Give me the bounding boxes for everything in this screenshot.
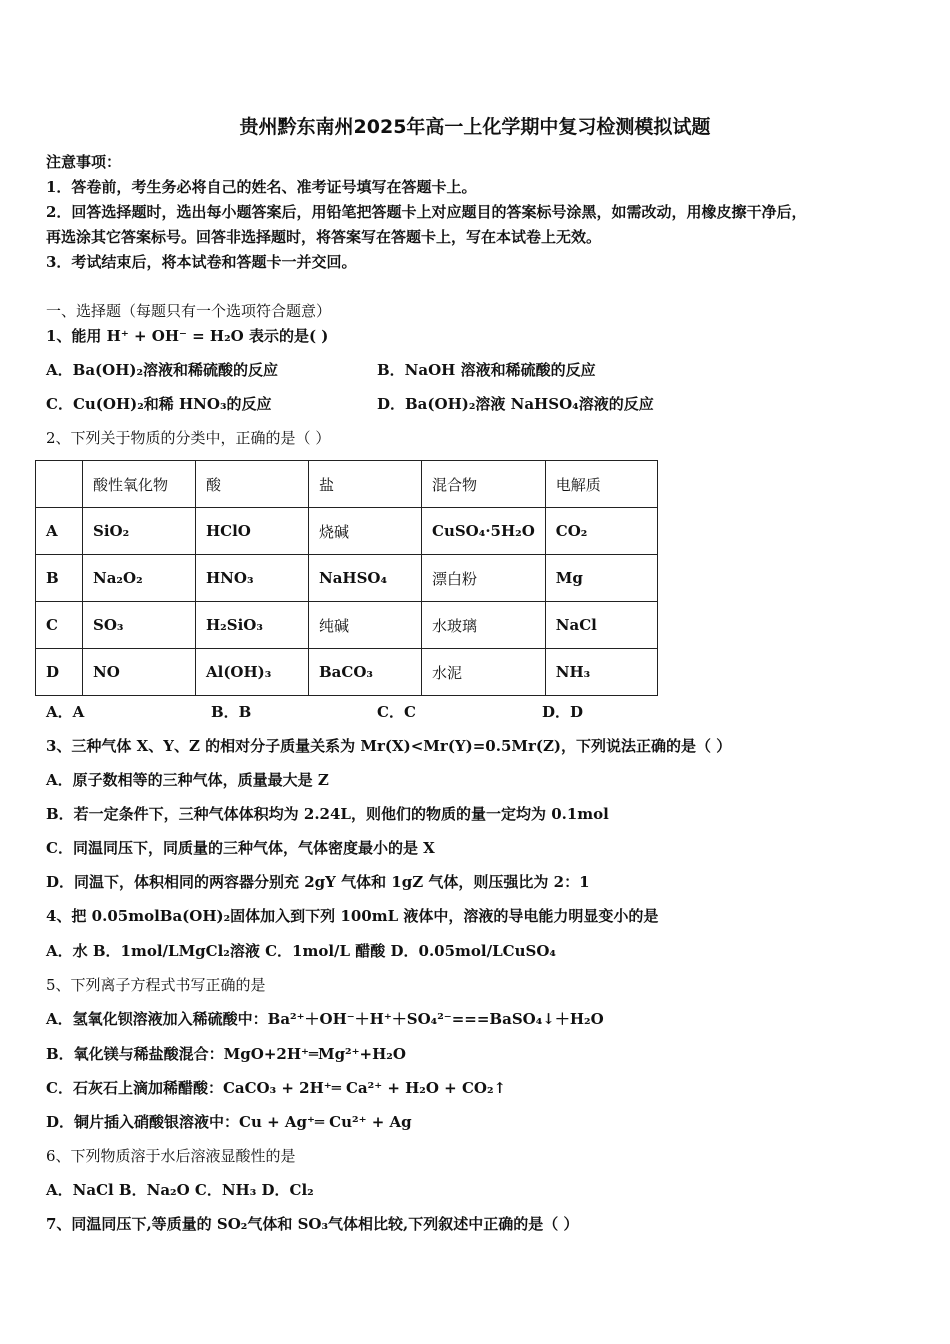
table-cell: H₂SiO₃ <box>196 602 309 649</box>
table-row <box>36 555 658 602</box>
question-6-stem: 6、下列物质溶于水后溶液显酸性的是 <box>46 1147 296 1165</box>
classification-table <box>35 460 658 696</box>
table-header-cell: 酸性氧化物 <box>83 461 196 508</box>
table-row <box>36 508 658 555</box>
table-header-cell <box>36 461 83 508</box>
question-1-text: 1、能用 H⁺ + OH⁻ = H₂O 表示的是( ) <box>46 327 329 345</box>
notice-item-2-line-2: 再选涂其它答案标号。回答非选择题时，将答案写在答题卡上，写在本试卷上无效。 <box>46 228 602 246</box>
question-1-option-a: A．Ba(OH)₂溶液和稀硫酸的反应 <box>46 361 279 379</box>
table-cell: SiO₂ <box>83 508 196 555</box>
table-header-cell: 酸 <box>196 461 309 508</box>
question-5-option-c: C．石灰石上滴加稀醋酸：CaCO₃ + 2H⁺═ Ca²⁺ + H₂O + CO₂↑ <box>46 1079 507 1097</box>
question-4-options: A．水 B．1mol/LMgCl₂溶液 C．1mol/L 醋酸 D．0.05mol/LCuSO₄ <box>46 942 556 960</box>
question-5-option-a: A．氢氧化钡溶液加入稀硫酸中：Ba²⁺＋OH⁻＋H⁺＋SO₄²⁻===BaSO₄↓＋H₂O <box>46 1010 604 1028</box>
table-cell: Mg <box>545 555 657 602</box>
table-cell: CuSO₄·5H₂O <box>422 508 546 555</box>
table-cell: 漂白粉 <box>422 555 546 602</box>
question-5-stem: 5、下列离子方程式书写正确的是 <box>46 976 266 994</box>
question-5-option-d: D．铜片插入硝酸银溶液中：Cu + Ag⁺═ Cu²⁺ + Ag <box>46 1113 412 1131</box>
section-heading: 一、选择题（每题只有一个选项符合题意） <box>46 302 332 320</box>
table-header-cell: 电解质 <box>545 461 657 508</box>
question-3-option-c: C．同温同压下，同质量的三种气体，气体密度最小的是 X <box>46 839 435 857</box>
table-header-cell: 盐 <box>309 461 422 508</box>
table-cell: Al(OH)₃ <box>196 649 309 696</box>
table-cell: 水玻璃 <box>422 602 546 649</box>
page-title: 贵州黔东南州2025年高一上化学期中复习检测模拟试题 <box>239 116 711 138</box>
table-cell: SO₃ <box>83 602 196 649</box>
question-1-option-d: D．Ba(OH)₂溶液 NaHSO₄溶液的反应 <box>377 395 654 413</box>
question-2-option-b: B．B <box>211 703 252 721</box>
table-cell: NaHSO₄ <box>309 555 422 602</box>
question-5-option-b: B．氧化镁与稀盐酸混合：MgO+2H⁺═Mg²⁺+H₂O <box>46 1045 406 1063</box>
table-cell: NaCl <box>545 602 657 649</box>
notice-item-3: 3．考试结束后，将本试卷和答题卡一并交回。 <box>46 253 357 271</box>
table-cell: B <box>36 555 83 602</box>
table-cell: D <box>36 649 83 696</box>
table-cell: 纯碱 <box>309 602 422 649</box>
table-cell: C <box>36 602 83 649</box>
question-1-option-b: B．NaOH 溶液和稀硫酸的反应 <box>377 361 596 379</box>
table-row <box>36 649 658 696</box>
question-2-stem: 2、下列关于物质的分类中，正确的是（ ） <box>46 429 331 447</box>
table-cell: HNO₃ <box>196 555 309 602</box>
table-cell: 水泥 <box>422 649 546 696</box>
table-cell: Na₂O₂ <box>83 555 196 602</box>
table-cell: BaCO₃ <box>309 649 422 696</box>
notice-item-1: 1．答卷前，考生务必将自己的姓名、准考证号填写在答题卡上。 <box>46 178 477 196</box>
question-4-stem: 4、把 0.05molBa(OH)₂固体加入到下列 100mL 液体中，溶液的导电能力明显变小的是 <box>46 907 659 925</box>
question-2-option-a: A．A <box>46 703 85 721</box>
question-7-stem: 7、同温同压下,等质量的 SO₂气体和 SO₃气体相比较,下列叙述中正确的是（ ） <box>46 1215 579 1233</box>
table-header-row <box>36 461 658 508</box>
table-cell: CO₂ <box>545 508 657 555</box>
table-cell: HClO <box>196 508 309 555</box>
question-1-stem <box>46 326 328 346</box>
question-3-option-b: B．若一定条件下，三种气体体积均为 2.24L，则他们的物质的量一定均为 0.1mol <box>46 805 609 823</box>
table-cell: NH₃ <box>545 649 657 696</box>
question-1-option-c: C．Cu(OH)₂和稀 HNO₃的反应 <box>46 395 272 413</box>
table-cell: 烧碱 <box>309 508 422 555</box>
question-2-option-c: C．C <box>377 703 416 721</box>
question-3-option-a: A．原子数相等的三种气体，质量最大是 Z <box>46 771 329 789</box>
table-cell: A <box>36 508 83 555</box>
question-3-stem: 3、三种气体 X、Y、Z 的相对分子质量关系为 Mr(X)<Mr(Y)=0.5Mr(Z)，下列说法正确的是（ ） <box>46 737 732 755</box>
notice-heading: 注意事项： <box>46 153 122 171</box>
question-6-options: A．NaCl B．Na₂O C．NH₃ D．Cl₂ <box>46 1181 314 1199</box>
table-header-cell: 混合物 <box>422 461 546 508</box>
notice-item-2-line-1: 2．回答选择题时，选出每小题答案后，用铅笔把答题卡上对应题目的答案标号涂黑，如需改动，用橡皮擦干净后， <box>46 203 807 221</box>
question-2-option-d: D．D <box>542 703 584 721</box>
question-3-option-d: D．同温下，体积相同的两容器分别充 2gY 气体和 1gZ 气体，则压强比为 2：1 <box>46 873 590 891</box>
table-row <box>36 602 658 649</box>
table-cell: NO <box>83 649 196 696</box>
